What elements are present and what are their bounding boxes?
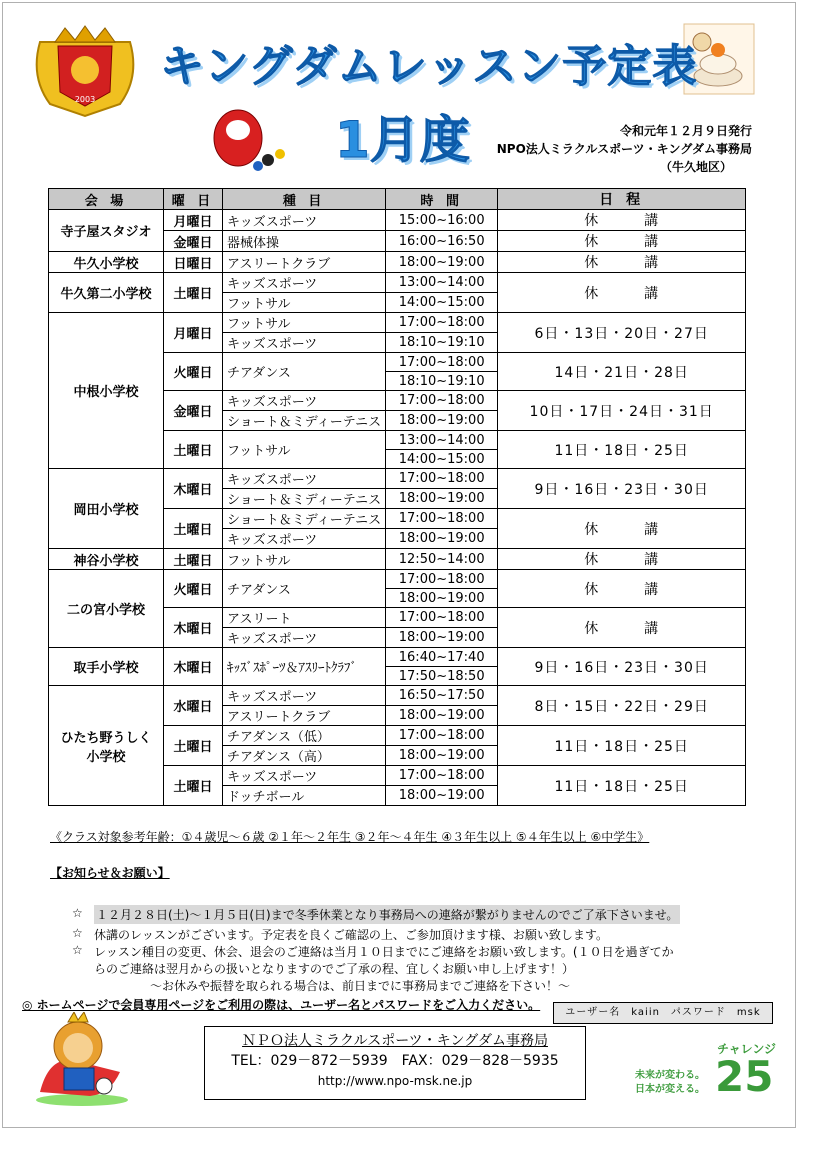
age-reference-note: 《クラス対象参考年齢：①４歳児～６歳 ②１年～２年生 ③２年～４年生 ④３年生以上 ⑤４年生以上 ⑥中学生》 bbox=[50, 830, 650, 844]
contact-box bbox=[204, 1026, 586, 1100]
venue-cell bbox=[49, 686, 164, 806]
schedule-cell: 休 講 bbox=[498, 570, 746, 608]
day-cell: 土曜日 bbox=[164, 431, 223, 469]
event-cell: ショート＆ミディーテニス bbox=[223, 489, 386, 509]
page-title: キングダムレッスン予定表 bbox=[160, 41, 698, 92]
notice-item-change-1: レッスン種目の変更、休会、退会のご連絡は当月１０日までにご連絡をお願い致します。(１０日を過ぎてか bbox=[94, 945, 674, 959]
table-row bbox=[49, 210, 746, 231]
time-cell: 18:10~19:10 bbox=[386, 333, 498, 353]
day-cell: 土曜日 bbox=[164, 509, 223, 549]
time-cell: 17:00~18:00 bbox=[386, 570, 498, 589]
notice-item-change-3: ～お休みや振替を取られる場合は、前日までに事務局までご連絡を下さい！～ bbox=[150, 979, 571, 993]
col-header-schedule: 日 程 bbox=[498, 189, 746, 210]
schedule-cell: 11日・18日・25日 bbox=[498, 726, 746, 766]
slogan-line2: 日本が変える。 bbox=[635, 1084, 705, 1095]
time-cell: 16:00~16:50 bbox=[386, 231, 498, 252]
venue-cell: 岡田小学校 bbox=[49, 469, 164, 549]
schedule-cell: 休 講 bbox=[498, 252, 746, 273]
notice-item-change-2: らのご連絡は翌月からの扱いとなりますのでご了承の程、宜しくお願い申し上げます！） bbox=[94, 962, 575, 976]
table-row bbox=[49, 469, 746, 489]
event-cell: キッズスポーツ bbox=[223, 469, 386, 489]
schedule-cell: 11日・18日・25日 bbox=[498, 431, 746, 469]
time-cell: 18:00~19:00 bbox=[386, 706, 498, 726]
time-cell: 17:00~18:00 bbox=[386, 391, 498, 411]
schedule-table bbox=[48, 188, 746, 806]
event-cell: キッズスポーツ bbox=[223, 210, 386, 231]
schedule-cell: 14日・21日・28日 bbox=[498, 353, 746, 391]
footer-org-name: ＮＰＯ法人ミラクルスポーツ・キングダム事務局 bbox=[242, 1033, 548, 1049]
time-cell: 18:00~19:00 bbox=[386, 746, 498, 766]
time-cell: 17:00~18:00 bbox=[386, 469, 498, 489]
time-cell: 18:00~19:00 bbox=[386, 252, 498, 273]
day-cell: 土曜日 bbox=[164, 273, 223, 313]
time-cell: 17:00~18:00 bbox=[386, 313, 498, 333]
star-icon: ☆ bbox=[72, 906, 83, 920]
schedule-cell: 休 講 bbox=[498, 210, 746, 231]
day-cell: 火曜日 bbox=[164, 570, 223, 608]
col-header-venue: 会 場 bbox=[49, 189, 164, 210]
venue-cell: 中根小学校 bbox=[49, 313, 164, 469]
event-cell: フットサル bbox=[223, 313, 386, 333]
day-cell: 土曜日 bbox=[164, 726, 223, 766]
table-row bbox=[49, 549, 746, 570]
event-cell: フットサル bbox=[223, 293, 386, 313]
time-cell: 13:00~14:00 bbox=[386, 273, 498, 293]
col-header-event: 種 目 bbox=[223, 189, 386, 210]
event-cell: フットサル bbox=[223, 549, 386, 570]
schedule-cell: 6日・13日・20日・27日 bbox=[498, 313, 746, 353]
star-icon: ☆ bbox=[72, 926, 83, 940]
day-cell: 月曜日 bbox=[164, 210, 223, 231]
day-cell: 火曜日 bbox=[164, 353, 223, 391]
day-cell: 木曜日 bbox=[164, 469, 223, 509]
venue-cell: 牛久第二小学校 bbox=[49, 273, 164, 313]
region-label: （牛久地区） bbox=[659, 160, 732, 174]
event-cell: ショート＆ミディーテニス bbox=[223, 509, 386, 529]
month-title: 1月度 bbox=[335, 111, 470, 169]
col-header-time: 時 間 bbox=[386, 189, 498, 210]
event-cell: チアダンス（高） bbox=[223, 746, 386, 766]
event-cell: ｷｯｽﾞｽﾎﾟｰﾂ＆ｱｽﾘｰﾄｸﾗﾌﾞ bbox=[223, 648, 386, 686]
time-cell: 17:00~18:00 bbox=[386, 353, 498, 372]
time-cell: 18:00~19:00 bbox=[386, 411, 498, 431]
daruma-illustration bbox=[198, 100, 293, 172]
time-cell: 16:50~17:50 bbox=[386, 686, 498, 706]
time-cell: 14:00~15:00 bbox=[386, 450, 498, 469]
event-cell: 器械体操 bbox=[223, 231, 386, 252]
notice-heading: 【お知らせ＆お願い】 bbox=[50, 866, 170, 880]
event-cell: アスリート bbox=[223, 608, 386, 628]
event-cell: キッズスポーツ bbox=[223, 273, 386, 293]
venue-cell: 神谷小学校 bbox=[49, 549, 164, 570]
venue-name-line1: ひたち野うしく bbox=[60, 730, 152, 746]
event-cell: チアダンス bbox=[223, 353, 386, 391]
time-cell: 15:00~16:00 bbox=[386, 210, 498, 231]
venue-name-line2: 小学校 bbox=[86, 749, 126, 765]
slogan-line1: 未来が変わる。 bbox=[635, 1070, 705, 1081]
footer-contact-numbers: TEL：029－872－5939 FAX：029－828－5935 bbox=[231, 1053, 559, 1069]
time-cell: 18:00~19:00 bbox=[386, 589, 498, 608]
table-row bbox=[49, 570, 746, 589]
day-cell: 木曜日 bbox=[164, 648, 223, 686]
challenge-number: 25 bbox=[715, 1052, 774, 1101]
schedule-cell: 休 講 bbox=[498, 608, 746, 648]
lion-mascot-illustration bbox=[30, 1012, 140, 1110]
day-cell: 水曜日 bbox=[164, 686, 223, 726]
schedule-cell: 休 講 bbox=[498, 273, 746, 313]
schedule-cell: 9日・16日・23日・30日 bbox=[498, 648, 746, 686]
col-header-day: 曜 日 bbox=[164, 189, 223, 210]
event-cell: キッズスポーツ bbox=[223, 391, 386, 411]
event-cell: キッズスポーツ bbox=[223, 686, 386, 706]
time-cell: 18:00~19:00 bbox=[386, 529, 498, 549]
challenge-25-logo bbox=[635, 1040, 785, 1110]
time-cell: 13:00~14:00 bbox=[386, 431, 498, 450]
event-cell: チアダンス（低） bbox=[223, 726, 386, 746]
schedule-cell: 11日・18日・25日 bbox=[498, 766, 746, 806]
footer-website-link[interactable]: http://www.npo-msk.ne.jp bbox=[317, 1074, 473, 1088]
notice-item-cancel: 休講のレッスンがございます。予定表を良くご確認の上、ご参加頂けます様、お願い致します。 bbox=[94, 928, 608, 942]
day-cell: 金曜日 bbox=[164, 231, 223, 252]
login-credentials: ユーザー名 kaiin パスワード msk bbox=[553, 1002, 773, 1024]
table-row bbox=[49, 686, 746, 706]
event-cell: キッズスポーツ bbox=[223, 628, 386, 648]
day-cell: 土曜日 bbox=[164, 549, 223, 570]
day-cell: 土曜日 bbox=[164, 766, 223, 806]
event-cell: チアダンス bbox=[223, 570, 386, 608]
event-cell: アスリートクラブ bbox=[223, 252, 386, 273]
publisher-name: NPO法人ミラクルスポーツ・キングダム事務局 bbox=[496, 142, 752, 156]
time-cell: 17:00~18:00 bbox=[386, 608, 498, 628]
svg-text:2003: 2003 bbox=[74, 95, 96, 104]
time-cell: 17:50~18:50 bbox=[386, 667, 498, 686]
time-cell: 18:00~19:00 bbox=[386, 489, 498, 509]
notice-item-holiday: １２月２８日(土)～１月５日(日)まで冬季休業となり事務局への連絡が繋がりませんのでご了承下さいませ。 bbox=[94, 905, 680, 924]
schedule-cell: 10日・17日・24日・31日 bbox=[498, 391, 746, 431]
time-cell: 18:00~19:00 bbox=[386, 786, 498, 806]
day-cell: 金曜日 bbox=[164, 391, 223, 431]
star-icon: ☆ bbox=[72, 943, 83, 957]
day-cell: 月曜日 bbox=[164, 313, 223, 353]
club-emblem-logo bbox=[30, 22, 140, 118]
issue-date: 令和元年１２月９日発行 bbox=[619, 124, 752, 138]
time-cell: 16:40~17:40 bbox=[386, 648, 498, 667]
event-cell: キッズスポーツ bbox=[223, 529, 386, 549]
event-cell: フットサル bbox=[223, 431, 386, 469]
time-cell: 17:00~18:00 bbox=[386, 509, 498, 529]
time-cell: 17:00~18:00 bbox=[386, 766, 498, 786]
challenge-label: チャレンジ bbox=[717, 1042, 777, 1056]
event-cell: ショート＆ミディーテニス bbox=[223, 411, 386, 431]
table-row bbox=[49, 313, 746, 333]
event-cell: ドッチボール bbox=[223, 786, 386, 806]
event-cell: キッズスポーツ bbox=[223, 333, 386, 353]
venue-cell: 二の宮小学校 bbox=[49, 570, 164, 648]
day-cell: 木曜日 bbox=[164, 608, 223, 648]
schedule-cell: 8日・15日・22日・29日 bbox=[498, 686, 746, 726]
event-cell: アスリートクラブ bbox=[223, 706, 386, 726]
time-cell: 18:10~19:10 bbox=[386, 372, 498, 391]
homepage-note: ◎ ホームページで会員専用ページをご利用の際は、ユーザー名とパスワードをご入力ください。 bbox=[22, 998, 541, 1012]
schedule-cell: 休 講 bbox=[498, 549, 746, 570]
table-row bbox=[49, 252, 746, 273]
event-cell: キッズスポーツ bbox=[223, 766, 386, 786]
time-cell: 18:00~19:00 bbox=[386, 628, 498, 648]
venue-cell: 寺子屋スタジオ bbox=[49, 210, 164, 252]
table-header-row bbox=[49, 189, 746, 210]
table-row bbox=[49, 648, 746, 667]
time-cell: 12:50~14:00 bbox=[386, 549, 498, 570]
time-cell: 14:00~15:00 bbox=[386, 293, 498, 313]
time-cell: 17:00~18:00 bbox=[386, 726, 498, 746]
schedule-cell: 休 講 bbox=[498, 509, 746, 549]
schedule-cell: 休 講 bbox=[498, 231, 746, 252]
table-row bbox=[49, 273, 746, 293]
venue-cell: 取手小学校 bbox=[49, 648, 164, 686]
venue-cell: 牛久小学校 bbox=[49, 252, 164, 273]
day-cell: 日曜日 bbox=[164, 252, 223, 273]
schedule-cell: 9日・16日・23日・30日 bbox=[498, 469, 746, 509]
